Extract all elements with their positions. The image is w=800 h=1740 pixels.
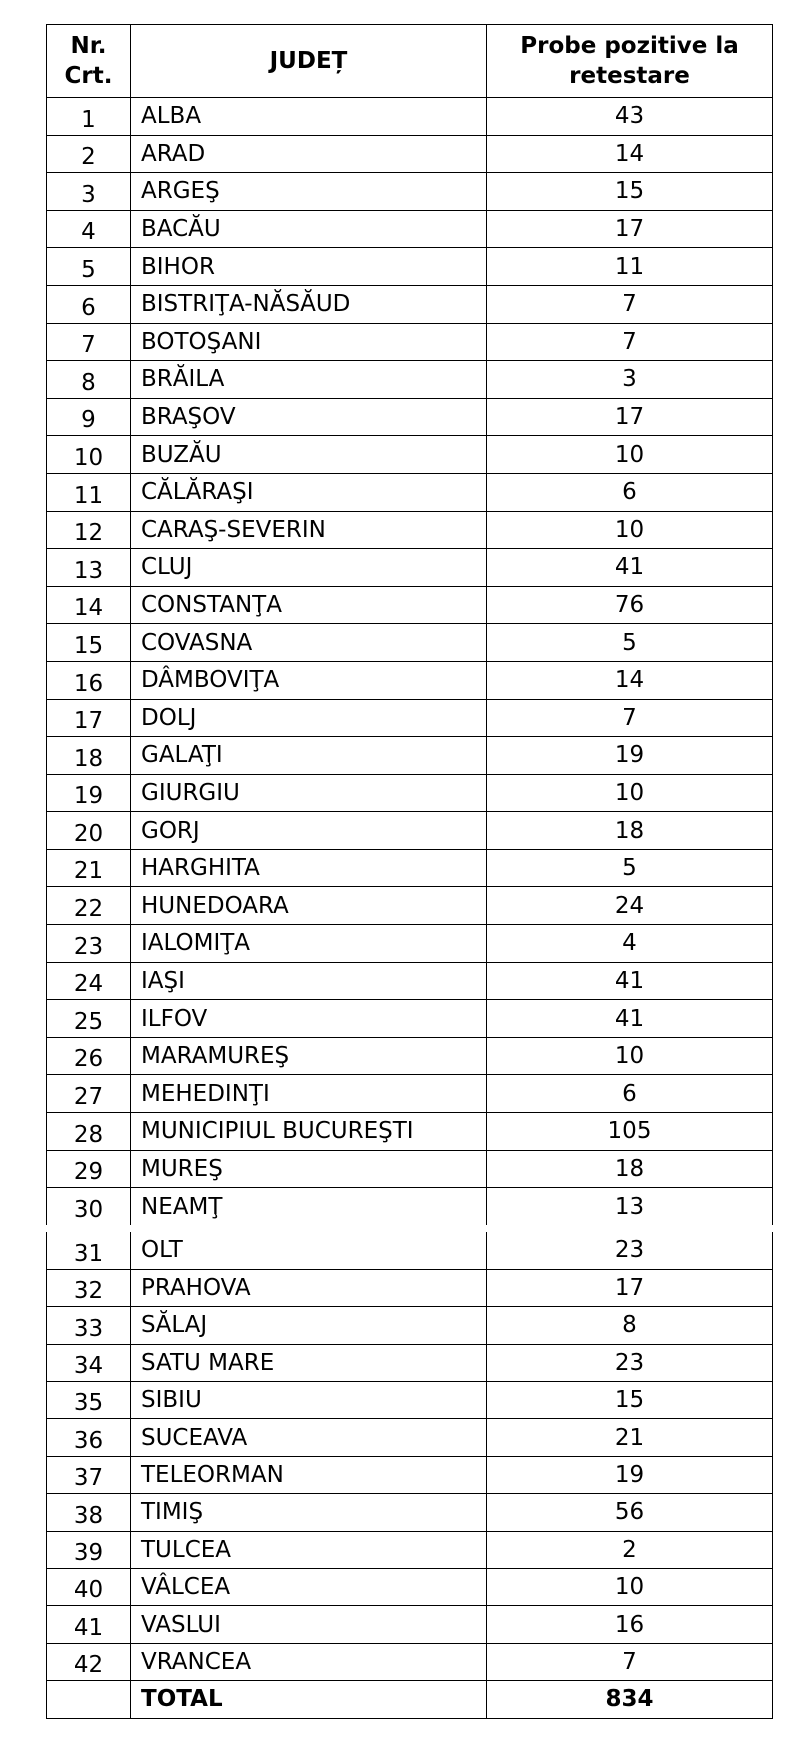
- positive-count: 19: [487, 1456, 773, 1493]
- row-number: 28: [47, 1113, 131, 1151]
- row-number: 34: [47, 1344, 131, 1381]
- county-name: ALBA: [131, 98, 487, 136]
- positive-count: 8: [487, 1307, 773, 1344]
- county-name: IALOMIŢA: [131, 925, 487, 963]
- table-row: [47, 1307, 773, 1344]
- row-number: 38: [47, 1494, 131, 1531]
- row-number: 41: [47, 1606, 131, 1643]
- row-number: 22: [47, 887, 131, 925]
- county-name: CARAŞ-SEVERIN: [131, 511, 487, 549]
- row-number: 11: [47, 473, 131, 511]
- table-row: [47, 98, 773, 136]
- county-name: MUREŞ: [131, 1150, 487, 1188]
- table-row: [47, 1382, 773, 1419]
- positive-count: 17: [487, 210, 773, 248]
- row-number: 20: [47, 812, 131, 850]
- positive-count: 5: [487, 849, 773, 887]
- row-number: 9: [47, 398, 131, 436]
- county-name: TIMIŞ: [131, 1494, 487, 1531]
- row-number: 3: [47, 173, 131, 211]
- table-row: [47, 1113, 773, 1151]
- positive-count: 7: [487, 699, 773, 737]
- row-number: 12: [47, 511, 131, 549]
- row-number: 42: [47, 1643, 131, 1680]
- table-row: [47, 1344, 773, 1381]
- row-number: 35: [47, 1382, 131, 1419]
- header-judet: JUDEȚ: [131, 25, 487, 98]
- row-number: 36: [47, 1419, 131, 1456]
- row-number: 25: [47, 1000, 131, 1038]
- positive-count: 2: [487, 1531, 773, 1568]
- county-table-part-2: [46, 1232, 773, 1719]
- positive-count: 17: [487, 1269, 773, 1306]
- county-name: COVASNA: [131, 624, 487, 662]
- positive-count: 76: [487, 586, 773, 624]
- positive-count: 6: [487, 1075, 773, 1113]
- table-row: [47, 473, 773, 511]
- table-row: [47, 511, 773, 549]
- table-row: [47, 361, 773, 399]
- county-name: BRAŞOV: [131, 398, 487, 436]
- header-nr-crt: Nr. Crt.: [47, 25, 131, 98]
- county-name: BOTOŞANI: [131, 323, 487, 361]
- table-row: [47, 248, 773, 286]
- county-name: HUNEDOARA: [131, 887, 487, 925]
- county-name: BIHOR: [131, 248, 487, 286]
- county-name: CĂLĂRAŞI: [131, 473, 487, 511]
- total-row: [47, 1681, 773, 1718]
- table-row: [47, 1531, 773, 1568]
- row-number: 1: [47, 98, 131, 136]
- row-number: 18: [47, 737, 131, 775]
- county-name: ARAD: [131, 135, 487, 173]
- row-number: 31: [47, 1232, 131, 1269]
- table-row: [47, 661, 773, 699]
- table-row: [47, 774, 773, 812]
- county-name: DÂMBOVIŢA: [131, 661, 487, 699]
- county-name: VASLUI: [131, 1606, 487, 1643]
- row-number: 13: [47, 549, 131, 587]
- county-name: VÂLCEA: [131, 1569, 487, 1606]
- positive-count: 4: [487, 925, 773, 963]
- positive-count: 18: [487, 812, 773, 850]
- positive-count: 43: [487, 98, 773, 136]
- table-row: [47, 699, 773, 737]
- header-probe-pozitive: Probe pozitive la retestare: [487, 25, 773, 98]
- table-row: [47, 549, 773, 587]
- row-number: 40: [47, 1569, 131, 1606]
- table-row: [47, 135, 773, 173]
- total-number: [47, 1681, 131, 1718]
- positive-count: 17: [487, 398, 773, 436]
- county-name: MARAMUREŞ: [131, 1037, 487, 1075]
- table-row: [47, 1606, 773, 1643]
- county-name: BISTRIŢA-NĂSĂUD: [131, 285, 487, 323]
- row-number: 29: [47, 1150, 131, 1188]
- row-number: 10: [47, 436, 131, 474]
- county-name: SUCEAVA: [131, 1419, 487, 1456]
- positive-count: 41: [487, 549, 773, 587]
- positive-count: 23: [487, 1344, 773, 1381]
- positive-count: 105: [487, 1113, 773, 1151]
- county-name: GALAŢI: [131, 737, 487, 775]
- row-number: 24: [47, 962, 131, 1000]
- total-value: 834: [487, 1681, 773, 1718]
- positive-count: 56: [487, 1494, 773, 1531]
- county-name: MEHEDINŢI: [131, 1075, 487, 1113]
- table-row: [47, 285, 773, 323]
- positive-count: 7: [487, 1643, 773, 1680]
- positive-count: 23: [487, 1232, 773, 1269]
- table-row: [47, 1075, 773, 1113]
- table-row: [47, 323, 773, 361]
- table-row: [47, 210, 773, 248]
- row-number: 19: [47, 774, 131, 812]
- row-number: 30: [47, 1188, 131, 1226]
- positive-count: 14: [487, 135, 773, 173]
- table-row: [47, 812, 773, 850]
- positive-count: 7: [487, 285, 773, 323]
- row-number: 17: [47, 699, 131, 737]
- table-row: [47, 1643, 773, 1680]
- row-number: 14: [47, 586, 131, 624]
- table-row: [47, 1494, 773, 1531]
- row-number: 5: [47, 248, 131, 286]
- county-name: CONSTANŢA: [131, 586, 487, 624]
- positive-count: 19: [487, 737, 773, 775]
- county-name: CLUJ: [131, 549, 487, 587]
- positive-count: 6: [487, 473, 773, 511]
- county-name: GORJ: [131, 812, 487, 850]
- table-header-row: [47, 25, 773, 98]
- county-name: SATU MARE: [131, 1344, 487, 1381]
- county-name: OLT: [131, 1232, 487, 1269]
- county-name: TULCEA: [131, 1531, 487, 1568]
- row-number: 37: [47, 1456, 131, 1493]
- row-number: 32: [47, 1269, 131, 1306]
- table-row: [47, 1037, 773, 1075]
- positive-count: 15: [487, 1382, 773, 1419]
- positive-count: 3: [487, 361, 773, 399]
- county-name: MUNICIPIUL BUCUREŞTI: [131, 1113, 487, 1151]
- table-row: [47, 1000, 773, 1038]
- county-name: BUZĂU: [131, 436, 487, 474]
- county-name: GIURGIU: [131, 774, 487, 812]
- county-name: ILFOV: [131, 1000, 487, 1038]
- table-row: [47, 849, 773, 887]
- county-name: NEAMŢ: [131, 1188, 487, 1226]
- row-number: 27: [47, 1075, 131, 1113]
- total-label: TOTAL: [131, 1681, 487, 1718]
- positive-count: 10: [487, 1037, 773, 1075]
- row-number: 16: [47, 661, 131, 699]
- row-number: 21: [47, 849, 131, 887]
- positive-count: 41: [487, 962, 773, 1000]
- table-row: [47, 398, 773, 436]
- row-number: 26: [47, 1037, 131, 1075]
- county-name: VRANCEA: [131, 1643, 487, 1680]
- positive-count: 13: [487, 1188, 773, 1226]
- row-number: 23: [47, 925, 131, 963]
- county-name: BRĂILA: [131, 361, 487, 399]
- county-name: SĂLAJ: [131, 1307, 487, 1344]
- row-number: 15: [47, 624, 131, 662]
- positive-count: 11: [487, 248, 773, 286]
- positive-count: 14: [487, 661, 773, 699]
- row-number: 4: [47, 210, 131, 248]
- positive-count: 10: [487, 774, 773, 812]
- positive-count: 15: [487, 173, 773, 211]
- table-row: [47, 1150, 773, 1188]
- positive-count: 5: [487, 624, 773, 662]
- positive-count: 10: [487, 1569, 773, 1606]
- positive-count: 16: [487, 1606, 773, 1643]
- table-row: [47, 887, 773, 925]
- table-row: [47, 1232, 773, 1269]
- table-row: [47, 962, 773, 1000]
- table-row: [47, 624, 773, 662]
- positive-count: 10: [487, 436, 773, 474]
- table-row: [47, 436, 773, 474]
- county-name: HARGHITA: [131, 849, 487, 887]
- table-row: [47, 737, 773, 775]
- row-number: 8: [47, 361, 131, 399]
- table-row: [47, 1569, 773, 1606]
- positive-count: 7: [487, 323, 773, 361]
- row-number: 6: [47, 285, 131, 323]
- row-number: 2: [47, 135, 131, 173]
- county-name: SIBIU: [131, 1382, 487, 1419]
- table-row: [47, 1456, 773, 1493]
- county-name: ARGEŞ: [131, 173, 487, 211]
- positive-count: 41: [487, 1000, 773, 1038]
- row-number: 33: [47, 1307, 131, 1344]
- table-row: [47, 1188, 773, 1226]
- table-row: [47, 925, 773, 963]
- county-name: BACĂU: [131, 210, 487, 248]
- positive-count: 24: [487, 887, 773, 925]
- row-number: 39: [47, 1531, 131, 1568]
- table-row: [47, 1419, 773, 1456]
- positive-count: 21: [487, 1419, 773, 1456]
- county-name: IAŞI: [131, 962, 487, 1000]
- positive-count: 10: [487, 511, 773, 549]
- county-name: TELEORMAN: [131, 1456, 487, 1493]
- table-row: [47, 173, 773, 211]
- table-row: [47, 1269, 773, 1306]
- county-name: DOLJ: [131, 699, 487, 737]
- positive-count: 18: [487, 1150, 773, 1188]
- county-table-part-1: [46, 24, 773, 1225]
- table-row: [47, 586, 773, 624]
- county-name: PRAHOVA: [131, 1269, 487, 1306]
- row-number: 7: [47, 323, 131, 361]
